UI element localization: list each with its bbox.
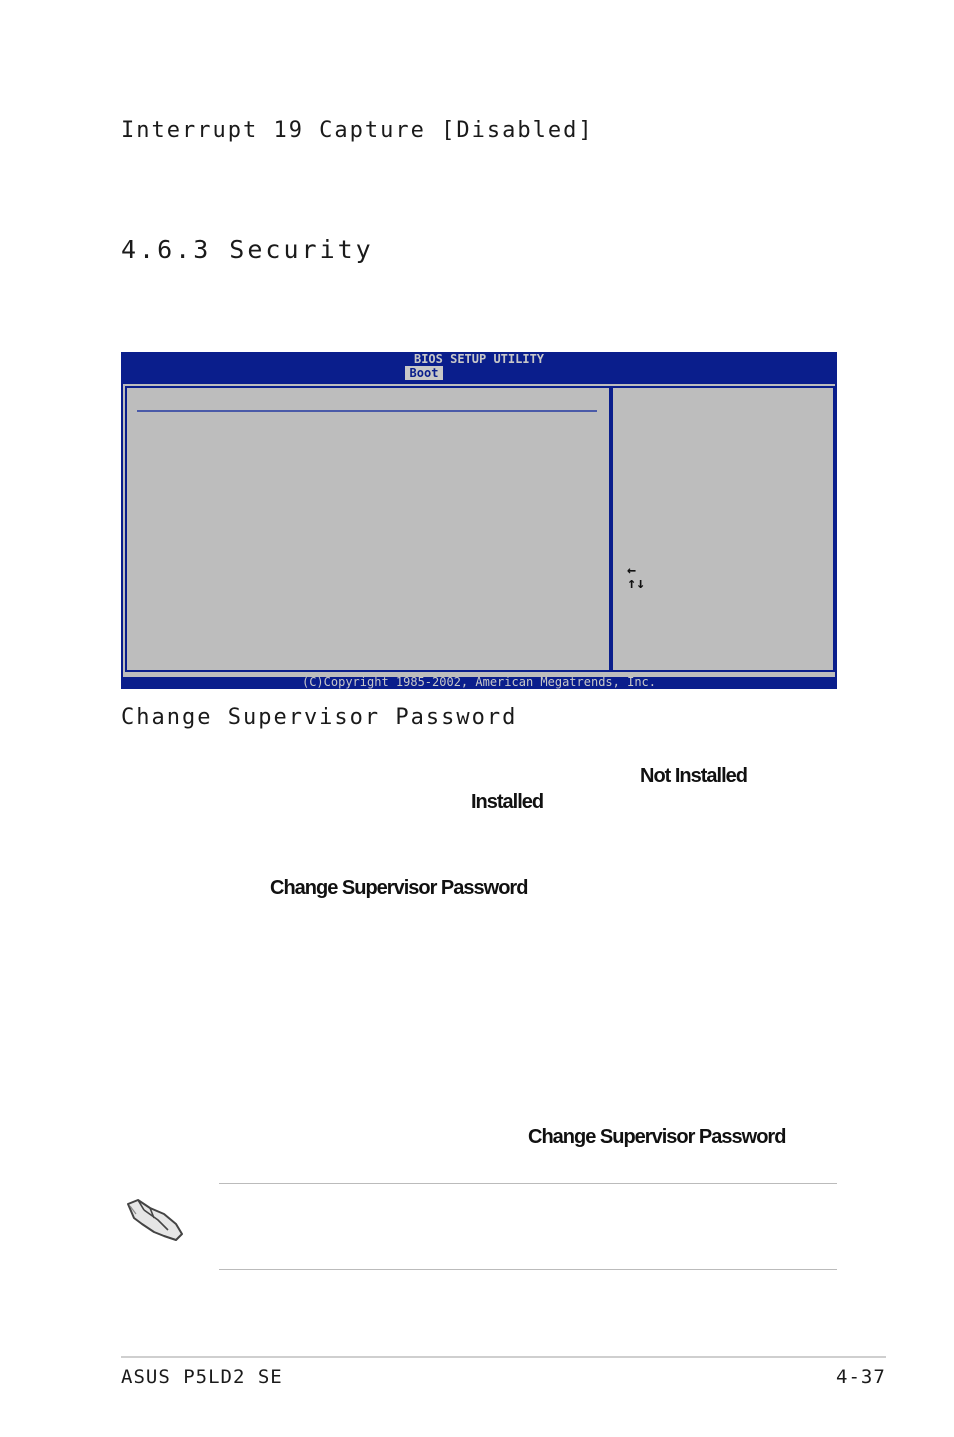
bios-main-panel xyxy=(123,384,835,677)
arrow-up-down-icon: ↑↓ xyxy=(627,574,646,592)
bios-help-pane xyxy=(611,386,835,672)
installed-text: Installed xyxy=(471,791,544,813)
note-top-rule xyxy=(219,1183,837,1184)
section-heading: 4.6.3 Security xyxy=(121,235,374,264)
not-installed-text: Not Installed xyxy=(640,765,748,787)
hand-pointing-icon xyxy=(124,1196,184,1242)
bios-settings-pane xyxy=(125,386,611,672)
bios-title: BIOS SETUP UTILITY xyxy=(413,352,545,366)
change-password-ref-2: Change Supervisor Password xyxy=(528,1126,786,1148)
footer-product: ASUS P5LD2 SE xyxy=(121,1366,283,1388)
bios-screenshot xyxy=(121,352,837,689)
bios-key-legend xyxy=(627,561,646,592)
interrupt-heading: Interrupt 19 Capture [Disabled] xyxy=(121,118,594,143)
bios-divider xyxy=(137,410,597,412)
change-password-ref-1: Change Supervisor Password xyxy=(270,877,528,899)
footer-rule xyxy=(121,1356,886,1358)
change-password-heading: Change Supervisor Password xyxy=(121,705,518,730)
arrow-left-icon: ← xyxy=(627,561,637,579)
footer-page-number: 4-37 xyxy=(836,1366,886,1388)
bios-copyright: (C)Copyright 1985-2002, American Megatrends, Inc. xyxy=(301,675,656,689)
note-bottom-rule xyxy=(219,1269,837,1270)
bios-tab-boot: Boot xyxy=(405,366,443,380)
